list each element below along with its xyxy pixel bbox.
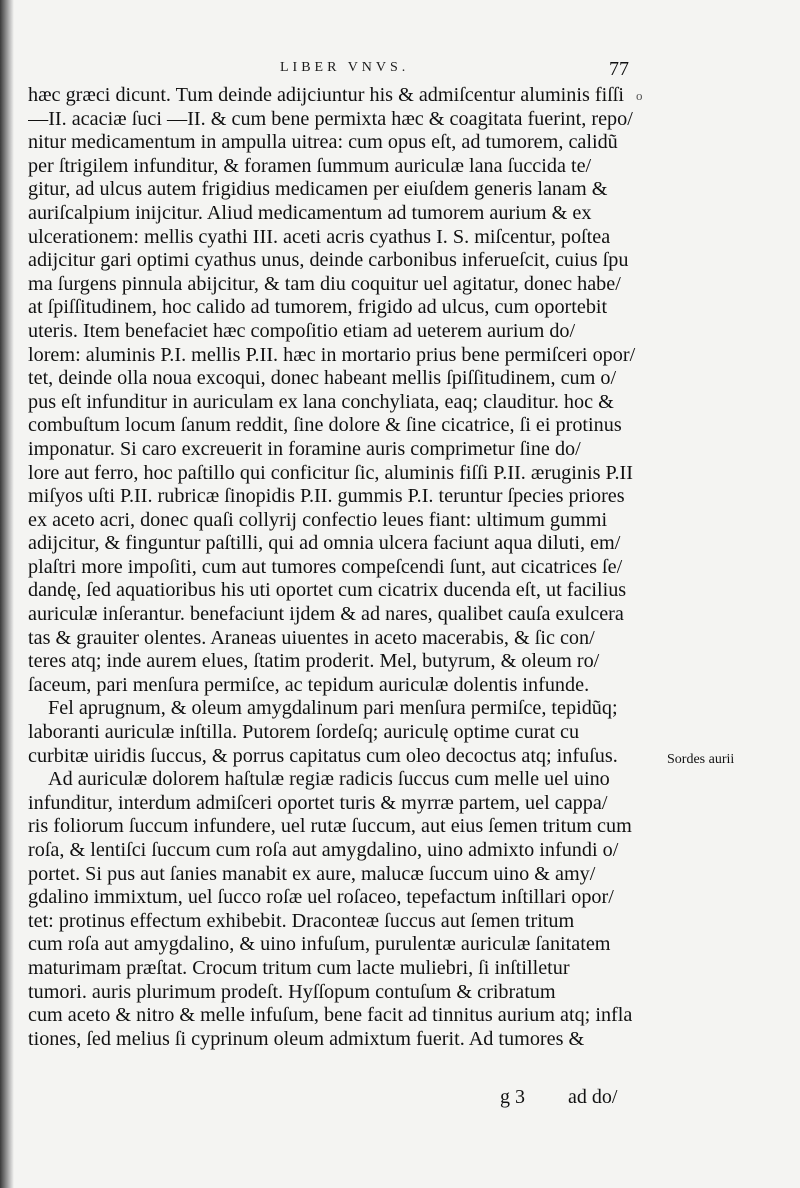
text-line: teres atq; inde aurem elues, ſtatim proderit. Mel, butyrum, & oleum ro/ bbox=[28, 650, 600, 673]
text-line: curbitæ uiridis ſuccus, & porrus capitatus cum oleo decoctus atq; infuſus. bbox=[28, 744, 618, 767]
text-line: ma ſurgens pinnula abijcitur, & tam diu coquitur uel agitatur, donec habe/ bbox=[28, 272, 621, 295]
text-line: —II. acaciæ ſuci —II. & cum bene permixta hæc & coagitata fuerint, repo/ bbox=[28, 107, 633, 130]
page-gutter-shadow bbox=[0, 0, 14, 1188]
text-line: portet. Si pus aut ſanies manabit ex aure, malucæ ſuccum uino & amy/ bbox=[28, 862, 596, 885]
ink-mark: o bbox=[636, 88, 643, 103]
text-line: cum aceto & nitro & melle infuſum, bene facit ad tinnitus aurium atq; infla bbox=[28, 1004, 633, 1027]
text-line: dandę, ſed aquatioribus his uti oportet cum cicatrix ducenda eſt, ut facilius bbox=[28, 579, 627, 602]
text-line: lorem: aluminis P.I. mellis P.II. hæc in mortario prius bene permiſceri opor/ bbox=[28, 343, 636, 366]
catchword: ad do/ bbox=[568, 1086, 618, 1108]
text-line: per ſtrigilem infunditur, & foramen ſummum auriculæ lana ſuccida te/ bbox=[28, 154, 592, 177]
text-line: hæc græci dicunt. Tum deinde adijciuntur his & admiſcentur aluminis fiſſi bbox=[28, 84, 625, 106]
signature-mark: g 3 bbox=[500, 1086, 525, 1108]
text-line: adijcitur gari optimi cyathus unus, deinde carbonibus inferueſcit, cuius ſpu bbox=[28, 249, 629, 272]
text-line: miſyos uſti P.II. rubricæ ſinopidis P.II. gummis P.I. teruntur ſpecies priores bbox=[28, 485, 625, 508]
text-line: tet: protinus effectum exhibebit. Draconteæ ſuccus aut ſemen tritum bbox=[28, 909, 575, 932]
text-line: lore aut ferro, hoc paſtillo qui conficitur ſic, aluminis fiſſi P.II. æruginis P.II bbox=[28, 461, 633, 484]
text-line: auriſcalpium inijcitur. Aliud medicamentum ad tumorem aurium & ex bbox=[28, 201, 592, 224]
text-line: ſaceum, pari menſura permiſce, ac tepidum auriculæ dolentis infunde. bbox=[28, 673, 590, 696]
text-line: gitur, ad ulcus autem frigidius medicamen per eiuſdem generis lanam & bbox=[28, 178, 608, 201]
text-line: uteris. Item benefaciet hæc compoſitio etiam ad ueterem aurium do/ bbox=[28, 319, 576, 342]
body-text bbox=[28, 84, 648, 1051]
text-line: infunditur, interdum admiſceri oportet turis & myrræ partem, uel cappa/ bbox=[28, 791, 608, 814]
text-line: ex aceto acri, donec quaſi collyrij confectio leues fiant: ultimum gummi bbox=[28, 508, 608, 531]
text-line: ulcerationem: mellis cyathi III. aceti acris cyathus I. S. miſcentur, poſtea bbox=[28, 225, 611, 248]
text-line: auriculæ inſerantur. benefaciunt ijdem & ad nares, qualibet cauſa exulcera bbox=[28, 603, 624, 626]
text-line: cum roſa aut amygdalino, & uino infuſum, purulentæ auriculæ ſanitatem bbox=[28, 933, 611, 956]
text-line: ris foliorum ſuccum infundere, uel rutæ ſuccum, aut eius ſemen tritum cum bbox=[28, 815, 632, 838]
running-title: LIBER VNVS. bbox=[280, 60, 410, 75]
text-line: pus eſt infunditur in auriculam ex lana conchyliata, eaq; clauditur. hoc & bbox=[28, 390, 614, 413]
text-line: tas & grauiter olentes. Araneas uiuentes in aceto macerabis, & ſic con/ bbox=[28, 626, 595, 649]
text-line: tet, deinde olla noua excoqui, donec habeant mellis ſpiſſitudinem, cum o/ bbox=[28, 367, 617, 390]
page-number: 77 bbox=[609, 58, 629, 80]
text-line: adijcitur, & finguntur paſtilli, qui ad omnia ulcera faciunt aqua diluti, em/ bbox=[28, 532, 621, 555]
text-line: plaſtri more impoſiti, cum aut tumores compeſcendi ſunt, aut cicatrices ſe/ bbox=[28, 555, 623, 578]
marginal-note: Sordes aurii bbox=[667, 752, 735, 767]
text-line: roſa, & lentiſci ſuccum cum roſa aut amygdalino, uino admixto infundi o/ bbox=[28, 839, 619, 861]
text-line: tiones, ſed melius ſi cyprinum oleum admixtum fuerit. Ad tumores & bbox=[28, 1027, 585, 1050]
text-line: laboranti auriculæ inſtilla. Putorem ſordeſq; auriculę optime curat cu bbox=[28, 721, 580, 744]
text-line: tumori. auris plurimum prodeſt. Hyſſopum contuſum & cribratum bbox=[28, 980, 556, 1003]
text-line: Fel aprugnum, & oleum amygdalinum pari menſura permiſce, tepidũq; bbox=[48, 697, 618, 720]
text-line: nitur medicamentum in ampulla uitrea: cum opus eſt, ad tumorem, calidũ bbox=[28, 131, 618, 154]
text-line: combuſtum locum ſanum reddit, ſine dolore & ſine cicatrice, ſi ei protinus bbox=[28, 414, 622, 437]
page-footer bbox=[0, 1086, 800, 1114]
text-line: Ad auriculæ dolorem haſtulæ regiæ radicis ſuccus cum melle uel uino bbox=[48, 768, 610, 791]
text-line: imponatur. Si caro excreuerit in foramine auris comprimetur ſine do/ bbox=[28, 437, 581, 460]
text-line: gdalino immixtum, uel ſucco roſæ uel roſaceo, tepefactum inſtillari opor/ bbox=[28, 886, 614, 909]
text-line: at ſpiſſitudinem, hoc calido ad tumorem, frigido ad ulcus, cum oportebit bbox=[28, 296, 608, 319]
text-line: maturimam præſtat. Crocum tritum cum lacte muliebri, ſi inſtilletur bbox=[28, 956, 570, 979]
